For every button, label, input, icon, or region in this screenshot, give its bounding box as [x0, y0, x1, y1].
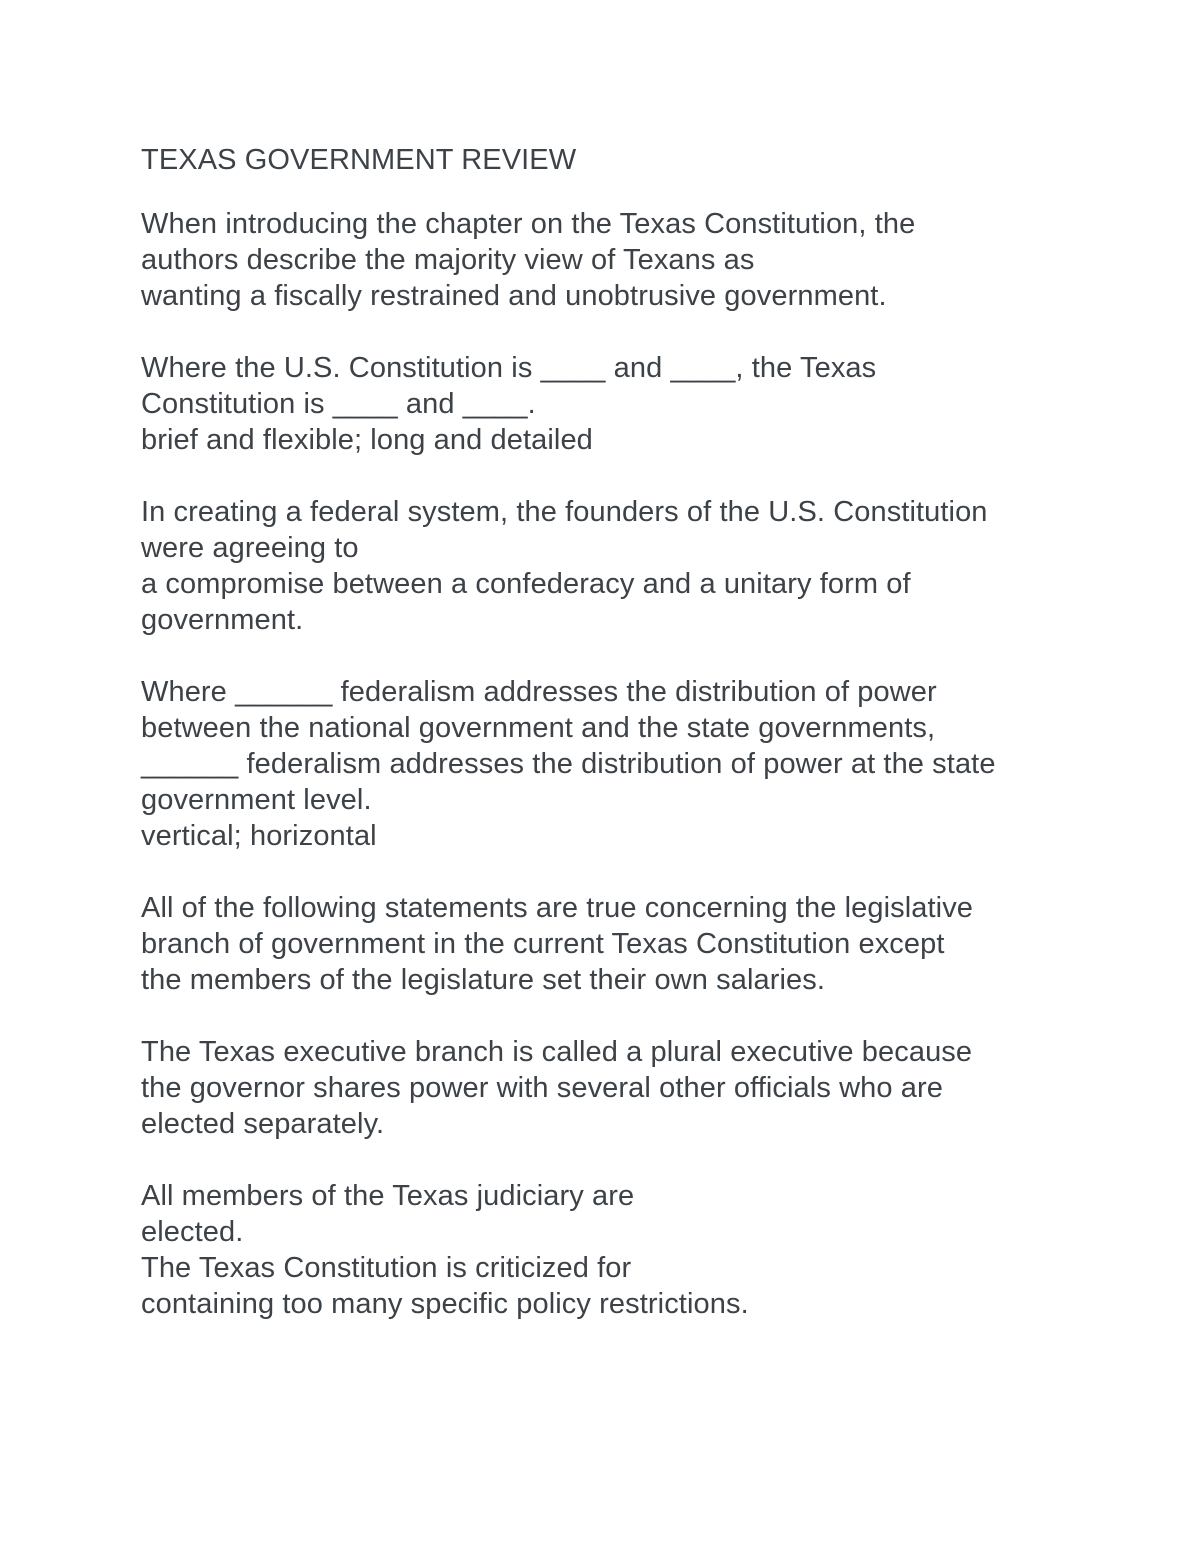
question-text: The Texas executive branch is called a plural executive because	[141, 1036, 973, 1068]
question-text: In creating a federal system, the founders of the U.S. Constitution	[141, 496, 988, 528]
answer-text: vertical; horizontal	[141, 820, 377, 852]
answer-text: the members of the legislature set their own salaries.	[141, 964, 825, 996]
answer-text: elected.	[141, 1216, 244, 1248]
question-block-4	[141, 674, 1141, 854]
answer-text: elected separately.	[141, 1108, 385, 1140]
question-text: All members of the Texas judiciary are	[141, 1180, 635, 1212]
question-block-1	[141, 206, 1141, 314]
document-title: TEXAS GOVERNMENT REVIEW	[141, 144, 577, 176]
question-text: ______ federalism addresses the distribution of power at the state	[141, 748, 996, 780]
question-text: When introducing the chapter on the Texas Constitution, the	[141, 208, 916, 240]
question-text: Where ______ federalism addresses the distribution of power	[141, 676, 937, 708]
question-block-6	[141, 1034, 1141, 1142]
question-block-3	[141, 494, 1141, 638]
question-text: were agreeing to	[141, 532, 359, 564]
answer-text: government.	[141, 604, 304, 636]
answer-text: containing too many specific policy restrictions.	[141, 1288, 749, 1320]
question-block-7	[141, 1178, 1141, 1322]
question-text: Constitution is ____ and ____.	[141, 388, 536, 420]
question-text: government level.	[141, 784, 372, 816]
question-text: The Texas Constitution is criticized for	[141, 1252, 632, 1284]
question-text: branch of government in the current Texas Constitution except	[141, 928, 945, 960]
question-block-2	[141, 350, 1141, 458]
question-text: Where the U.S. Constitution is ____ and ____, the Texas	[141, 352, 877, 384]
answer-text: brief and flexible; long and detailed	[141, 424, 593, 456]
answer-text: wanting a fiscally restrained and unobtrusive government.	[141, 280, 887, 312]
document-page	[141, 142, 1141, 1322]
question-text: authors describe the majority view of Texans as	[141, 244, 755, 276]
question-text: All of the following statements are true concerning the legislative	[141, 892, 974, 924]
answer-text: a compromise between a confederacy and a unitary form of	[141, 568, 911, 600]
question-block-5	[141, 890, 1141, 998]
answer-text: the governor shares power with several other officials who are	[141, 1072, 943, 1104]
question-text: between the national government and the state governments,	[141, 712, 936, 744]
